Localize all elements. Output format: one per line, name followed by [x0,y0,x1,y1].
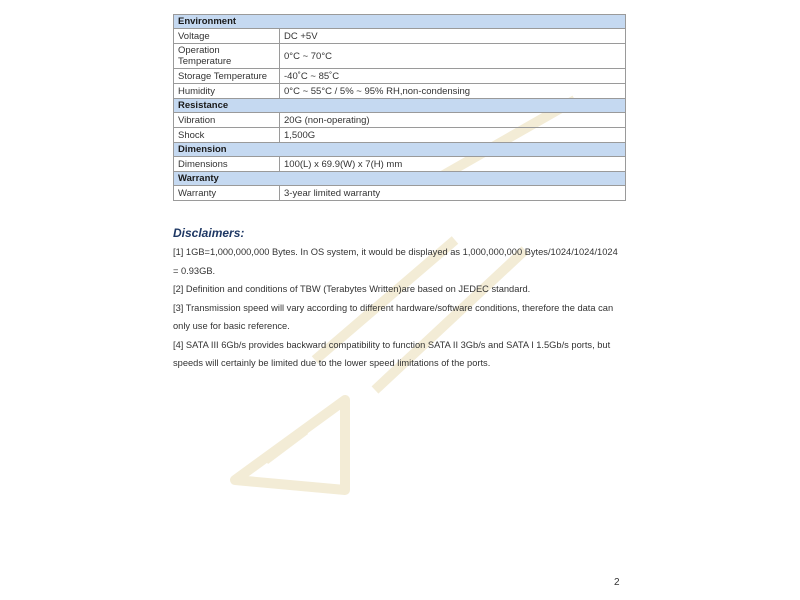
table-section-header [174,143,626,157]
table-row [174,44,626,69]
disclaimers-list [173,243,623,373]
disclaimer-item: [2] Definition and conditions of TBW (Terabytes Written)are based on JEDEC standard. [173,284,531,294]
row-label: Warranty [174,186,280,201]
section-title: Resistance [174,99,626,113]
row-value: 100(L) x 69.9(W) x 7(H) mm [280,157,626,172]
table-row [174,157,626,172]
disclaimer-item: [4] SATA III 6Gb/s provides backward compatibility to function SATA II 3Gb/s and SATA I 1.5Gb/s ports, but speeds will certainly be limited due to the lower speed limitations of the ports. [173,339,611,368]
spec-table [173,14,626,201]
table-row [174,29,626,44]
row-label: Humidity [174,84,280,99]
table-section-header [174,15,626,29]
table-row [174,69,626,84]
table-section-header [174,172,626,186]
disclaimer-item: [3] Transmission speed will vary according to different hardware/software conditions, therefore the data can only use for basic reference. [173,302,614,331]
row-value: -40˚C ~ 85˚C [280,69,626,84]
table-row [174,186,626,201]
page-number: 2 [614,577,620,588]
section-title: Dimension [174,143,626,157]
row-value: 0°C ~ 55°C / 5% ~ 95% RH,non-condensing [280,84,626,99]
row-label: Voltage [174,29,280,44]
section-title: Environment [174,15,626,29]
row-value: 0°C ~ 70°C [280,44,626,69]
row-label: Operation Temperature [174,44,280,69]
disclaimers-title: Disclaimers: [173,226,245,240]
row-label: Vibration [174,113,280,128]
table-row [174,113,626,128]
table-section-header [174,99,626,113]
row-value: 3-year limited warranty [280,186,626,201]
section-title: Warranty [174,172,626,186]
table-row [174,128,626,143]
row-label: Storage Temperature [174,69,280,84]
table-row [174,84,626,99]
row-value: 20G (non-operating) [280,113,626,128]
row-label: Dimensions [174,157,280,172]
row-label: Shock [174,128,280,143]
row-value: DC +5V [280,29,626,44]
disclaimer-item: [1] 1GB=1,000,000,000 Bytes. In OS system, it would be displayed as 1,000,000,000 Bytes/1024/1024/1024 = 0.93GB. [173,247,618,276]
row-value: 1,500G [280,128,626,143]
